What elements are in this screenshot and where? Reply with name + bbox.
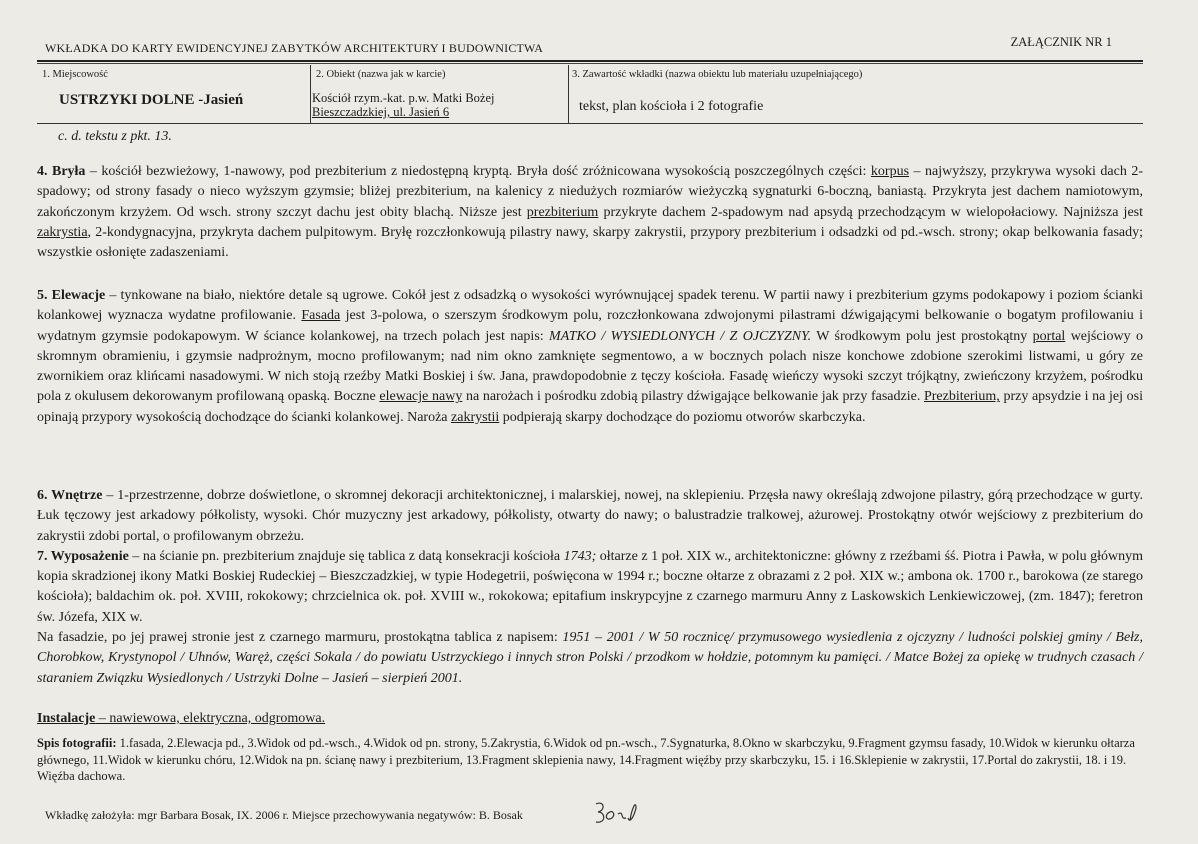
text-run: przykryte dachem 2-spadowym nad apsydą przechodzącym w wielopołaciowy. Najniższa jest bbox=[598, 204, 1143, 220]
field-locality bbox=[37, 65, 311, 124]
section-wyposazenie bbox=[37, 547, 1143, 628]
header-rule-thin bbox=[37, 63, 1143, 64]
underlined-term: Prezbiterium, bbox=[923, 389, 1000, 405]
text-run: – tynkowane na biało, niektóre detale są ugrowe. Cokół jest z odsadzką o wysokości wyrównującej spadek terenu. W partii nawy i prezbiterium gzyms podokapowy i poziom ścianki kolankowej wyznacza wydatne profilowanie. bbox=[37, 288, 1143, 324]
field-object-value bbox=[312, 91, 562, 119]
text-run: Na fasadzie, po jej prawej stronie jest z czarnego marmuru, prostokątna tablica z napisem: bbox=[37, 630, 563, 646]
section-heading: Instalacje bbox=[37, 711, 96, 726]
text-run: – najwyższy, przykrywa wysoki dach 2-spadowy; od strony fasady o nieco wyższym gzymsie; bliżej prezbiterium, na kalenicy z niedużych rozmiarów wieżyczką sygnaturki 6-boczną, baniastą. Przykryta jest dachem namiotowym, zakończonym krzyżem. Od wsch. strony szczyt dachu jest obity blachą. Niższe jest bbox=[37, 164, 1143, 220]
text-run: przy apsydzie i na jej osi opinają przypory wysokością dochodzące do ścianki kolankowej. Naroża bbox=[37, 389, 1143, 425]
underlined-term: elewacje nawy bbox=[379, 389, 463, 405]
field-object-label: 2. Obiekt (nazwa jak w karcie) bbox=[316, 69, 446, 80]
section-heading: 6. Wnętrze bbox=[37, 488, 103, 503]
text-run: ołtarze z 1 poł. XIX w., architektoniczne: główny z rzeźbami śś. Piotra i Pawła, w polu głównym kopia skradzionej ikony Matki Boskiej Rudeckiej – Bieszczadzkiej, w typie Hodegetrii, poświęcona w 1994 r.; boczne ołtarze z obrazami z 2 poł. XIX w.; ambona ok. 1700 r., barokowa (ze starego kościoła); baldachim ok. poł. XVIII, rokokowy; chrzcielnica ok. poł. XVIII w., rokokowa; epitafium inskrypcyjne z czarnego marmuru Anny z Laskowskich Lenkiewiczowej, (zm. 1847); feretron św. Józefa, XIX w. bbox=[37, 548, 1144, 625]
date-text: 1743; bbox=[563, 548, 597, 564]
underlined-term: korpus bbox=[870, 164, 910, 179]
annex-number: ZAŁĄCZNIK NR 1 bbox=[1010, 35, 1112, 49]
field-object-line1: Kościół rzym.-kat. p.w. Matki Bożej bbox=[312, 91, 495, 105]
field-contents bbox=[569, 65, 1143, 124]
section-wnetrze bbox=[37, 486, 1143, 547]
photo-list-heading: Spis fotografii: bbox=[37, 736, 117, 750]
underlined-term: portal bbox=[1032, 328, 1066, 344]
section-heading: 4. Bryła bbox=[37, 164, 86, 179]
underlined-term: zakrystia bbox=[37, 224, 88, 240]
field-locality-value: USTRZYKI DOLNE -Jasień bbox=[59, 92, 244, 108]
section-elewacje bbox=[37, 286, 1143, 428]
field-object-line2: Bieszczadzkiej, ul. Jasień 6 bbox=[312, 105, 450, 119]
inscription-text: 1951 – 2001 / W 50 rocznicę/ przymusowego wysiedlenia z ojczyzny / ludności polskiej gminy / Bełz, Chorobkow, Krystynopol / Uhnów, Waręż, części Sokala / do powiatu Ustrzyckiego i innych stron Polski / przodkom w hołdzie, potomnym ku pamięci. / Matce Bożej za opiekę w trudnych czasach / staraniem Związku Wysiedlonych / Ustrzyki Dolne – Jasień – sierpień 2001. bbox=[37, 630, 1143, 686]
text-run: podpierają skarpy dochodzące do poziomu otworów skarbczyka. bbox=[499, 409, 866, 425]
header-rule bbox=[37, 60, 1143, 62]
text-run: , 2-kondygnacyjna, przykryta dachem pulpitowym. Bryłę rozczłonkowują pilastry nawy, skarpy zakrystii, przypory prezbiterium i odsadzki od pd.-wsch. strony; okap belkowania fasady; wszystkie osłonięte zadaszeniami. bbox=[37, 224, 1143, 261]
section-tablica bbox=[37, 628, 1143, 689]
field-locality-label: 1. Miejscowość bbox=[42, 69, 108, 80]
field-contents-label: 3. Zawartość wkładki (nazwa obiektu lub materiału uzupełniającego) bbox=[572, 69, 863, 80]
inscription-text: MATKO / WYSIEDLONYCH / Z OJCZYZNY. bbox=[549, 328, 812, 344]
continuation-note: c. d. tekstu z pkt. 13. bbox=[58, 129, 172, 144]
text-run: jest 3-polowa, o szerszym środkowym polu, rozczłonkowana zdwojonymi pilastrami dźwigającymi belkowanie o bogatym profilowaniu i wydatnym gzymsie podokapowym. W ściance kolankowej, na trzech polach jest napis: bbox=[37, 308, 1143, 344]
document-title: WKŁADKA DO KARTY EWIDENCYJNEJ ZABYTKÓW ARCHITEKTURY I BUDOWNICTWA bbox=[45, 41, 544, 55]
text-run: – na ścianie pn. prezbiterium znajduje się tablica z datą konsekracji kościoła bbox=[128, 548, 564, 564]
field-contents-value: tekst, plan kościoła i 2 fotografie bbox=[579, 99, 764, 114]
text-run: – 1-przestrzenne, dobrze doświetlone, o skromnej dekoracji architektonicznej, i malarskiej, nowej, na sklepieniu. Przęsła nawy określają zdwojone pilastry, górą przechodzące w gurty. Łuk tęczowy jest arkadowy półkolisty, wysoki. Chór muzyczny jest arkadowy, półkolisty, otwarty do nawy; o balustradzie tralkowej, ażurowej. Prostokątny otwór wejściowy z prezbiterium do zakrystii zdobi portal, o profilowanym obrzeżu. bbox=[37, 488, 1143, 544]
photo-list bbox=[37, 735, 1143, 785]
text-run: na narożach i pośrodku zdobią pilastry dźwigające belkowanie jak przy fasadzie. bbox=[462, 389, 924, 405]
handwritten-signature bbox=[592, 798, 640, 828]
section-heading: 5. Elewacje bbox=[37, 288, 106, 303]
photo-list-text: 1.fasada, 2.Elewacja pd., 3.Widok od pd.-wsch., 4.Widok od pn. strony, 5.Zakrystia, 6.Widok od pn.-wsch., 7.Sygnaturka, 8.Okno w skarbczyku, 9.Fragment gzymsu fasady, 10.Widok w kierunku ołtarza głównego, 11.Widok w kierunku chóru, 12.Widok na pn. ścianę nawy i prezbiterium, 13.Fragment sklepienia nawy, 14.Fragment więźby przy skarbczyku, 15. i 16.Sklepienie w zakrystii, 17.Portal do zakrystii, 18. i 19. Więźba dachowa. bbox=[37, 736, 1135, 783]
creator-line: Wkładkę założyła: mgr Barbara Bosak, IX. 2006 r. Miejsce przechowywania negatywów: B. Bosak bbox=[45, 808, 523, 822]
text-run: – nawiewowa, elektryczna, odgromowa. bbox=[95, 711, 326, 726]
text-run: – kościół bezwieżowy, 1-nawowy, pod prezbiterium z niedostępną kryptą. Bryła dość zróżnicowana wysokością poszczególnych części: bbox=[85, 164, 871, 179]
section-bryla bbox=[37, 162, 1143, 263]
text-run: W środkowym polu jest prostokątny bbox=[811, 328, 1033, 344]
section-instalacje bbox=[37, 709, 1143, 729]
underlined-term: prezbiterium bbox=[526, 204, 599, 220]
underlined-term: zakrystii bbox=[451, 409, 500, 425]
section-wnetrze-wyposazenie bbox=[37, 486, 1143, 689]
underlined-term: Fasada bbox=[301, 308, 341, 324]
section-heading: 7. Wyposażenie bbox=[37, 548, 129, 564]
text-run: wejściowy o skromnym obramieniu, i gzymsie nadprożnym, mocno profilowanym; nad nim okno zamknięte segmentowo, a w bocznych polach nisze konchowe zdobione szerokimi listwami, u góry ze zwornikiem oraz klińcami nasadowymi. W nich stoją rzeźby Matki Boskiej i św. Jana, prawdopodobnie z tęczy kościoła. Fasadę wieńczy wysoki szczyt trójkątny, zwieńczony krzyżem, pośrodku pola z okulusem dekorowanym profilowaną opaską. Boczne bbox=[37, 328, 1143, 405]
field-object bbox=[311, 65, 569, 124]
